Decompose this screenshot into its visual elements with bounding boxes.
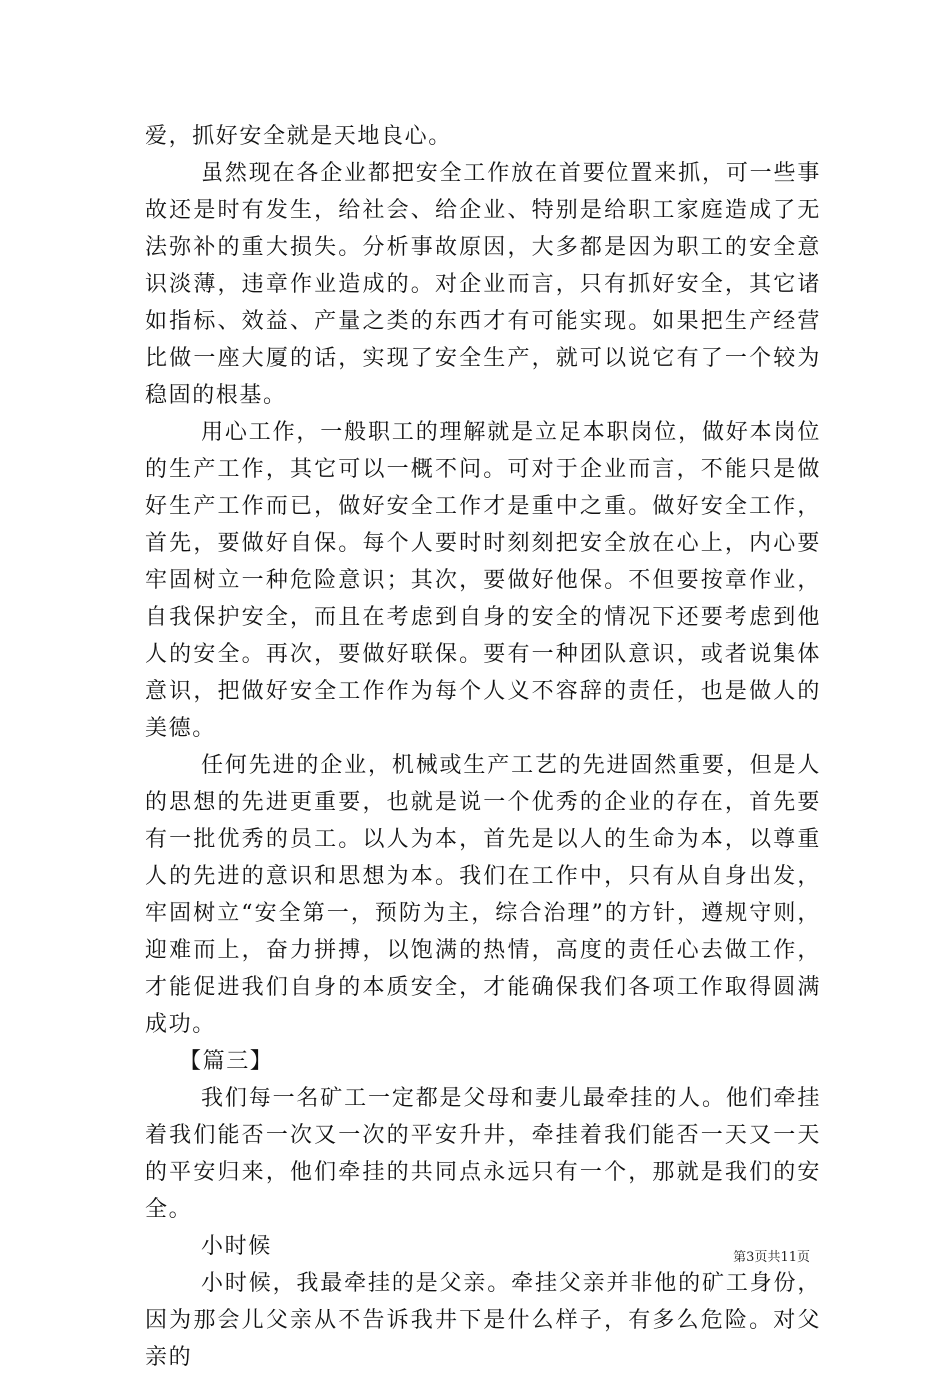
paragraph-continuation: 爱，抓好安全就是天地良心。: [145, 124, 452, 149]
subheading: 小时候: [201, 1234, 272, 1259]
page-number: 第3页共11页: [733, 1250, 810, 1265]
document-page: [145, 118, 821, 1376]
paragraph-miners-family: 我们每一名矿工一定都是父母和妻儿最牵挂的人。他们牵挂着我们能否一次又一次的平安升井，牵挂着我们能否一天又一天的平安归来，他们牵挂的共同点永远只有一个，那就是我们的安全。: [145, 1086, 821, 1222]
paragraph-childhood: 小时候，我最牵挂的是父亲。牵挂父亲并非他的矿工身份，因为那会儿父亲从不告诉我井下是什么样子，有多么危险。对父亲的: [145, 1271, 821, 1370]
section-heading: 【篇三】: [179, 1049, 274, 1074]
paragraph-careful-work: 用心工作，一般职工的理解就是立足本职岗位，做好本岗位的生产工作，其它可以一概不问。可对于企业而言，不能只是做好生产工作而已，做好安全工作才是重中之重。做好安全工作，首先，要做好自保。每个人要时时刻刻把安全放在心上，内心要牢固树立一种危险意识；其次，要做好他保。不但要按章作业，自我保护安全，而且在考虑到自身的安全的情况下还要考虑到他人的安全。再次，要做好联保。要有一种团队意识，或者说集体意识，把做好安全工作作为每个人义不容辞的责任，也是做人的美德。: [145, 420, 821, 741]
paragraph-people-first: 任何先进的企业，机械或生产工艺的先进固然重要，但是人的思想的先进更重要，也就是说一个优秀的企业的存在，首先要有一批优秀的员工。以人为本，首先是以人的生命为本，以尊重人的先进的意识和思想为本。我们在工作中，只有从自身出发，牢固树立“安全第一，预防为主，综合治理”的方针，遵规守则，迎难而上，奋力拼搏，以饱满的热情，高度的责任心去做工作，才能促进我们自身的本质安全，才能确保我们各项工作取得圆满成功。: [145, 753, 821, 1037]
paragraph-safety-accidents: 虽然现在各企业都把安全工作放在首要位置来抓，可一些事故还是时有发生，给社会、给企业、特别是给职工家庭造成了无法弥补的重大损失。分析事故原因，大多都是因为职工的安全意识淡薄，违章作业造成的。对企业而言，只有抓好安全，其它诸如指标、效益、产量之类的东西才有可能实现。如果把生产经营比做一座大厦的话，实现了安全生产，就可以说它有了一个较为稳固的根基。: [145, 161, 821, 408]
